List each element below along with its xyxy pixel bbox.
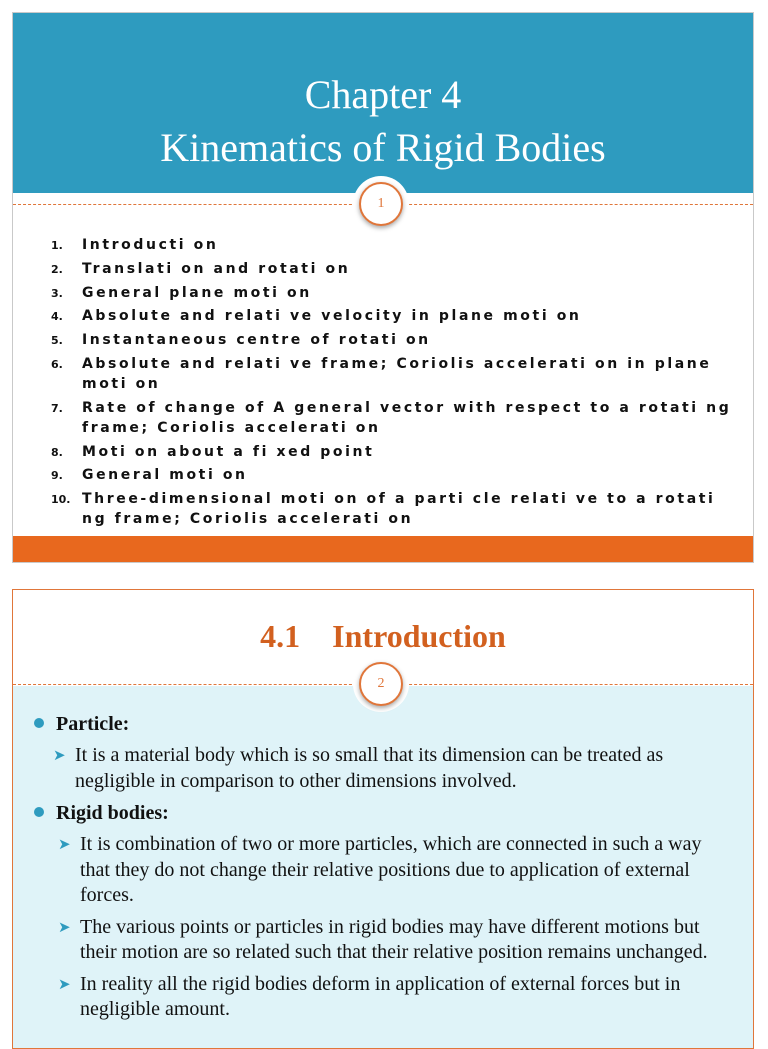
- page-number-badge: 1: [359, 182, 403, 226]
- toc-item: [51, 465, 741, 485]
- toc-number: 2.: [51, 262, 63, 276]
- arrow-bullet-icon: ➤: [53, 746, 66, 764]
- sub-bullet-text: In reality all the rigid bodies deform in application of external forces but in negligible amount.: [80, 972, 681, 1020]
- toc-number: 4.: [51, 310, 63, 324]
- page-number-badge: 2: [359, 662, 403, 706]
- toc-text: Translati on and rotati on: [82, 260, 351, 277]
- slide-title: [13, 68, 753, 174]
- title-line-1: Chapter 4: [304, 72, 462, 117]
- toc-text: Instantaneous centre of rotati on: [82, 332, 431, 349]
- toc-text: Absolute and relati ve velocity in plane moti on: [82, 308, 582, 325]
- toc-item: [51, 259, 741, 279]
- toc-item: [51, 489, 741, 529]
- sub-bullet-text: The various points or particles in rigid bodies may have different motions but their motion are so related such that their relative position remains unchanged.: [80, 915, 708, 963]
- arrow-bullet-icon: ➤: [58, 917, 71, 936]
- sub-bullet: [13, 743, 753, 794]
- toc-item: [51, 442, 741, 462]
- toc-text: Moti on about a fi xed point: [82, 443, 375, 460]
- arrow-bullet-icon: ➤: [58, 835, 71, 853]
- bullet-particle: [13, 711, 753, 737]
- toc-item: [51, 235, 741, 255]
- toc-item: [51, 283, 741, 303]
- toc-number: 8.: [51, 445, 63, 459]
- bullet-dot-icon: [34, 807, 44, 817]
- toc-number: 1.: [51, 239, 63, 252]
- bullet-heading: Rigid bodies:: [56, 802, 169, 824]
- table-of-contents: [51, 235, 741, 533]
- toc-text: Three-dimensional moti on of a parti cle relati ve to a rotati ng frame; Coriolis accelerati on: [82, 491, 716, 528]
- footer-bar: [13, 536, 753, 562]
- bullet-content: [13, 711, 753, 1029]
- toc-text: General plane moti on: [82, 284, 312, 301]
- sub-bullet: [13, 832, 753, 909]
- section-title: 4.1 Introduction: [260, 618, 506, 654]
- toc-number: 7.: [51, 401, 63, 415]
- sub-bullet: [13, 915, 753, 966]
- sub-bullet-text: It is combination of two or more particles, which are connected in such a way that they do not change their relative positions due to application of external forces.: [80, 833, 702, 906]
- slide-1: [12, 12, 754, 563]
- toc-number: 3.: [51, 286, 63, 300]
- toc-item: [51, 330, 741, 350]
- bullet-dot-icon: [34, 718, 44, 728]
- toc-text: General moti on: [82, 467, 248, 484]
- toc-number: 9.: [51, 469, 63, 483]
- toc-number: 5.: [51, 334, 63, 348]
- bullet-rigid-bodies: [13, 800, 753, 826]
- bullet-heading: Particle:: [56, 713, 130, 735]
- arrow-bullet-icon: ➤: [58, 974, 71, 993]
- toc-number: 10.: [51, 493, 71, 507]
- sub-bullet-text: It is a material body which is so small that its dimension can be treated as negligible in comparison to other dimensions involved.: [75, 744, 664, 792]
- toc-item: [51, 306, 741, 326]
- toc-text: Introducti on: [82, 237, 219, 253]
- toc-text: Absolute and relati ve frame; Coriolis accelerati on in plane moti on: [82, 355, 712, 392]
- toc-number: 6.: [51, 357, 63, 371]
- toc-item: [51, 398, 741, 438]
- toc-item: [51, 354, 741, 394]
- slide-2: [12, 589, 754, 1049]
- sub-bullet: [13, 972, 753, 1023]
- toc-text: Rate of change of A general vector with respect to a rotati ng frame; Coriolis accelerati on: [82, 399, 732, 436]
- title-line-2: Kinematics of Rigid Bodies: [160, 125, 606, 170]
